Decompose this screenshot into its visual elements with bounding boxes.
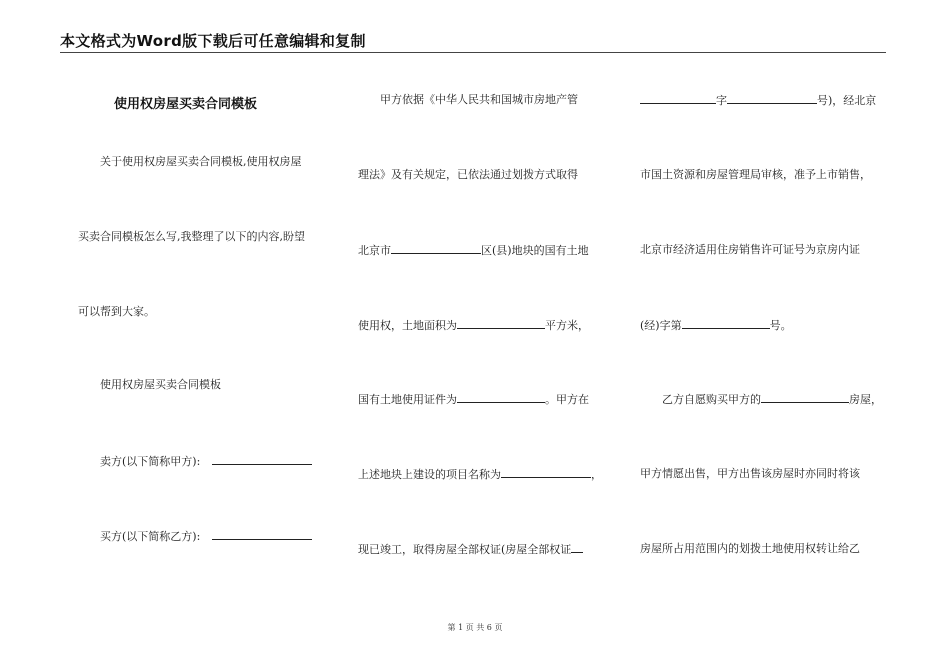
seller-label: 卖方(以下简称甲方): xyxy=(100,455,201,468)
paragraph-line: 房屋所占用范围内的划拨土地使用权转让给乙 xyxy=(640,542,860,555)
house-blank xyxy=(761,392,849,403)
seller-line xyxy=(100,454,312,469)
page-number: 第 1 页 共 6 页 xyxy=(447,623,503,632)
paragraph-line: 北京市 区(县)地块的国有土地 xyxy=(358,244,589,257)
paragraph-line: 字 号)，经北京 xyxy=(640,93,876,108)
document-header: 本文格式为Word版下载后可任意编辑和复制 xyxy=(60,32,366,50)
paragraph-line: 理法》及有关规定，已依法通过划拨方式取得 xyxy=(358,168,578,181)
permit-number-blank xyxy=(682,318,770,329)
cert-number-blank xyxy=(727,93,817,104)
paragraph-line: 北京市经济适用住房销售许可证号为京房内证 xyxy=(640,243,860,256)
paragraph-line: 现已竣工，取得房屋全部权证(房屋全部权证 xyxy=(358,542,583,557)
paragraph-line: 可以帮到大家。 xyxy=(78,305,155,318)
header-rule xyxy=(60,52,886,53)
district-blank xyxy=(391,243,481,254)
paragraph-line: 买卖合同模板怎么写,我整理了以下的内容,盼望 xyxy=(78,230,305,243)
paragraph-line: 乙方自愿购买甲方的 房屋， xyxy=(662,393,882,406)
paragraph-line: 关于使用权房屋买卖合同模板,使用权房屋 xyxy=(100,155,302,168)
seller-blank xyxy=(212,454,312,465)
paragraph-line: (经)字第 号。 xyxy=(640,319,792,332)
project-name-blank xyxy=(501,467,591,478)
land-area-blank xyxy=(457,318,545,329)
paragraph-line: 甲方情愿出售，甲方出售该房屋时亦同时将该 xyxy=(640,467,860,480)
paragraph-line: 市国土资源和房屋管理局审核，准予上市销售， xyxy=(640,168,871,181)
ownership-cert-blank xyxy=(571,542,583,553)
buyer-label: 买方(以下简称乙方): xyxy=(100,530,201,543)
section-heading: 使用权房屋买卖合同模板 xyxy=(100,378,221,391)
paragraph-line: 国有土地使用证件为 。甲方在 xyxy=(358,393,589,406)
document-title: 使用权房屋买卖合同模板 xyxy=(114,97,258,112)
buyer-line xyxy=(100,529,312,544)
paragraph-line: 甲方依据《中华人民共和国城市房地产管 xyxy=(380,93,578,106)
paragraph-line: 使用权，土地面积为 平方米， xyxy=(358,319,589,332)
cert-prefix-blank xyxy=(640,93,716,104)
buyer-blank xyxy=(212,529,312,540)
land-cert-blank xyxy=(457,392,545,403)
paragraph-line: 上述地块上建设的项目名称为 ， xyxy=(358,468,602,481)
